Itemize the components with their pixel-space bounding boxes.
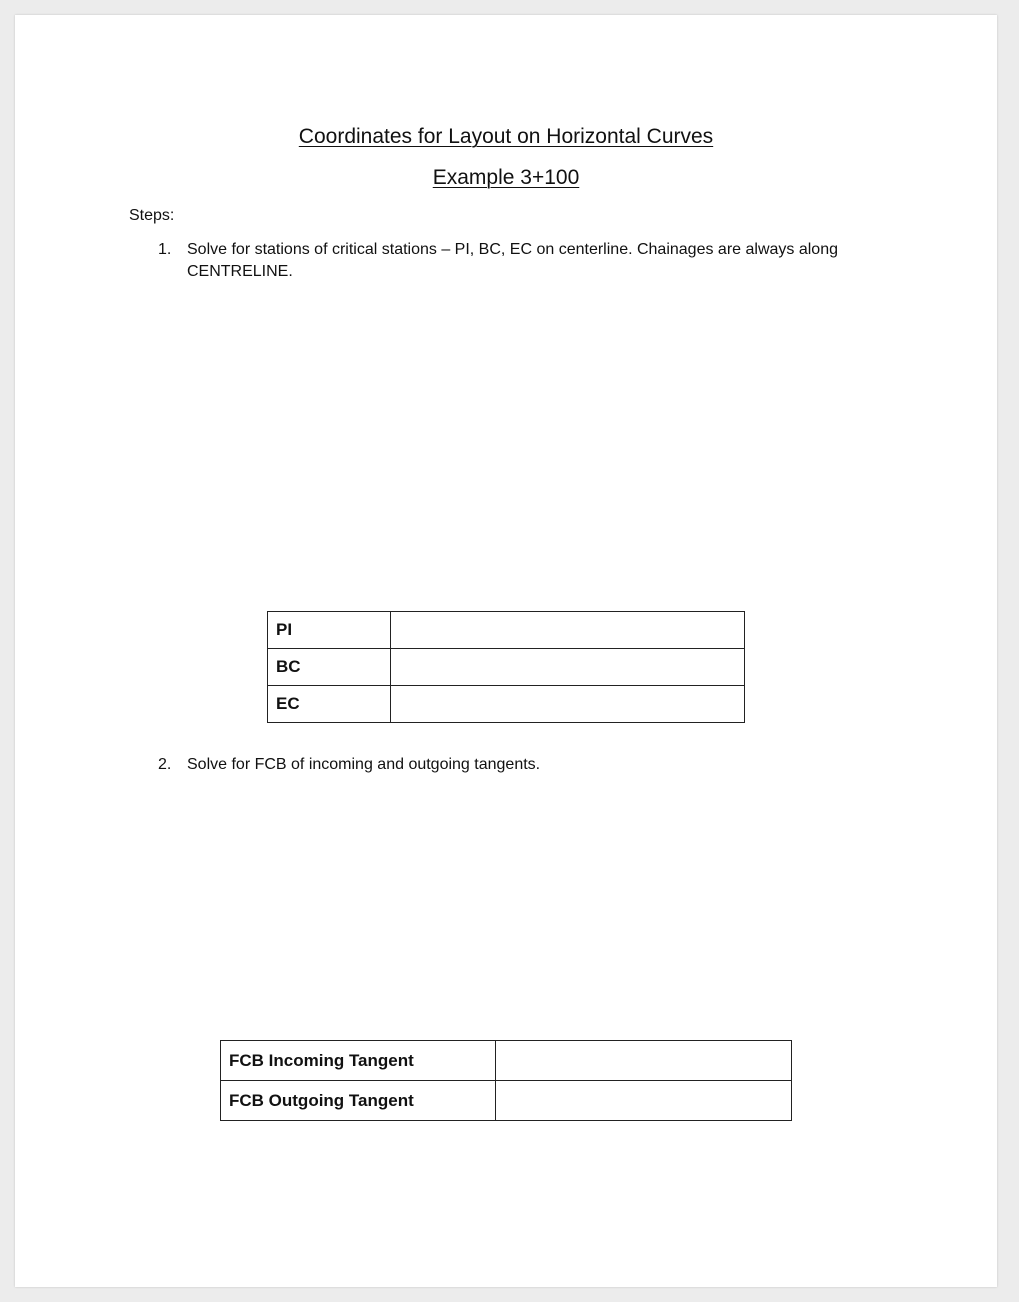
answer-cell[interactable]: [496, 1081, 792, 1121]
step-number: 1.: [158, 241, 172, 258]
step-text: Solve for stations of critical stations – PI, BC, EC on centerline. Chainages are always along CENTRELINE.: [187, 241, 838, 280]
answer-cell[interactable]: [391, 612, 745, 649]
table-row: [221, 1041, 792, 1081]
table-row: [268, 649, 745, 686]
table-row: [268, 612, 745, 649]
table-cell-label: EC: [268, 686, 391, 723]
step-2: [158, 754, 888, 778]
answer-cell[interactable]: [496, 1041, 792, 1081]
answer-cell[interactable]: [391, 649, 745, 686]
table-cell-label: BC: [268, 649, 391, 686]
table-cell-label: FCB Incoming Tangent: [221, 1041, 496, 1081]
document-page: [15, 15, 997, 1287]
step-1: [158, 239, 888, 285]
table-row: [221, 1081, 792, 1121]
table-row: [268, 686, 745, 723]
fcb-table: [220, 1040, 792, 1121]
answer-cell[interactable]: [391, 686, 745, 723]
document-title: Coordinates for Layout on Horizontal Curves: [298, 125, 714, 148]
steps-label: Steps:: [129, 207, 175, 224]
document-subtitle: Example 3+100: [432, 166, 580, 189]
stations-table: [267, 611, 745, 723]
step-number: 2.: [158, 756, 172, 773]
table-cell-label: PI: [268, 612, 391, 649]
step-text: Solve for FCB of incoming and outgoing tangents.: [187, 756, 541, 773]
table-cell-label: FCB Outgoing Tangent: [221, 1081, 496, 1121]
